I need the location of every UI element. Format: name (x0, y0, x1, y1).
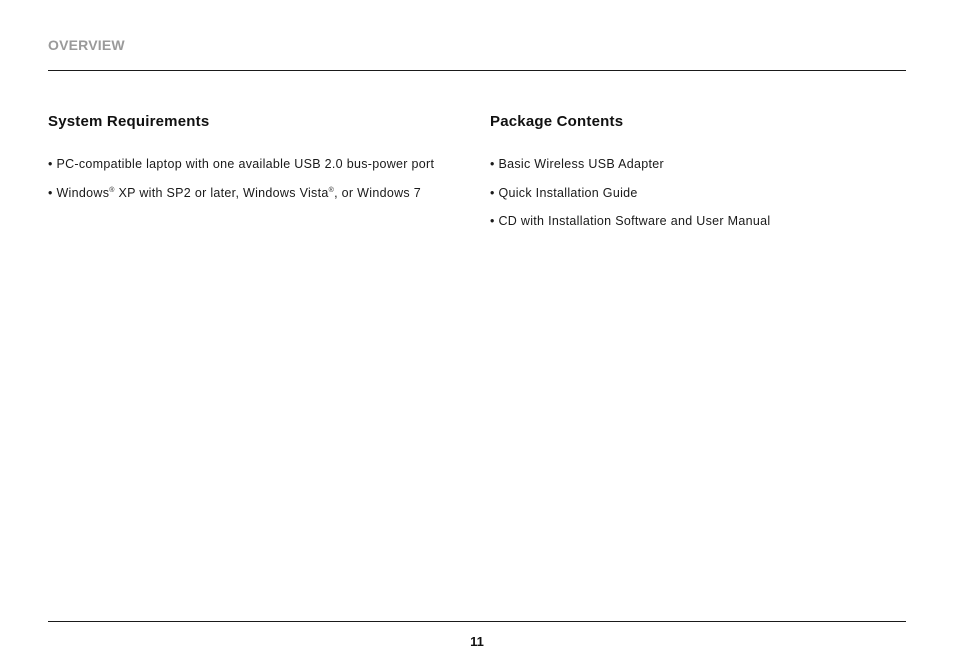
list-item (48, 185, 468, 201)
list-item-text: • Windows (48, 185, 110, 200)
list-item-text: , or Windows 7 (334, 185, 421, 200)
package-contents-section (490, 113, 906, 242)
registered-mark: ® (109, 186, 115, 194)
system-requirements-list (48, 156, 468, 201)
list-item-text: XP with SP2 or later, Windows Vista (114, 185, 329, 200)
list-item: • PC-compatible laptop with one available USB 2.0 bus-power port (48, 157, 435, 171)
header-divider (48, 70, 906, 71)
system-requirements-section (48, 113, 468, 213)
system-requirements-heading: System Requirements (48, 113, 210, 130)
footer-divider (48, 621, 906, 622)
list-item: • Quick Installation Guide (490, 185, 638, 200)
section-label: OVERVIEW (48, 37, 125, 53)
package-contents-heading: Package Contents (490, 113, 624, 130)
package-contents-list (490, 156, 906, 229)
list-item: • Basic Wireless USB Adapter (490, 157, 664, 171)
list-item: • CD with Installation Software and User Manual (490, 214, 771, 228)
page-number: 11 (470, 634, 484, 649)
registered-mark: ® (328, 186, 335, 194)
